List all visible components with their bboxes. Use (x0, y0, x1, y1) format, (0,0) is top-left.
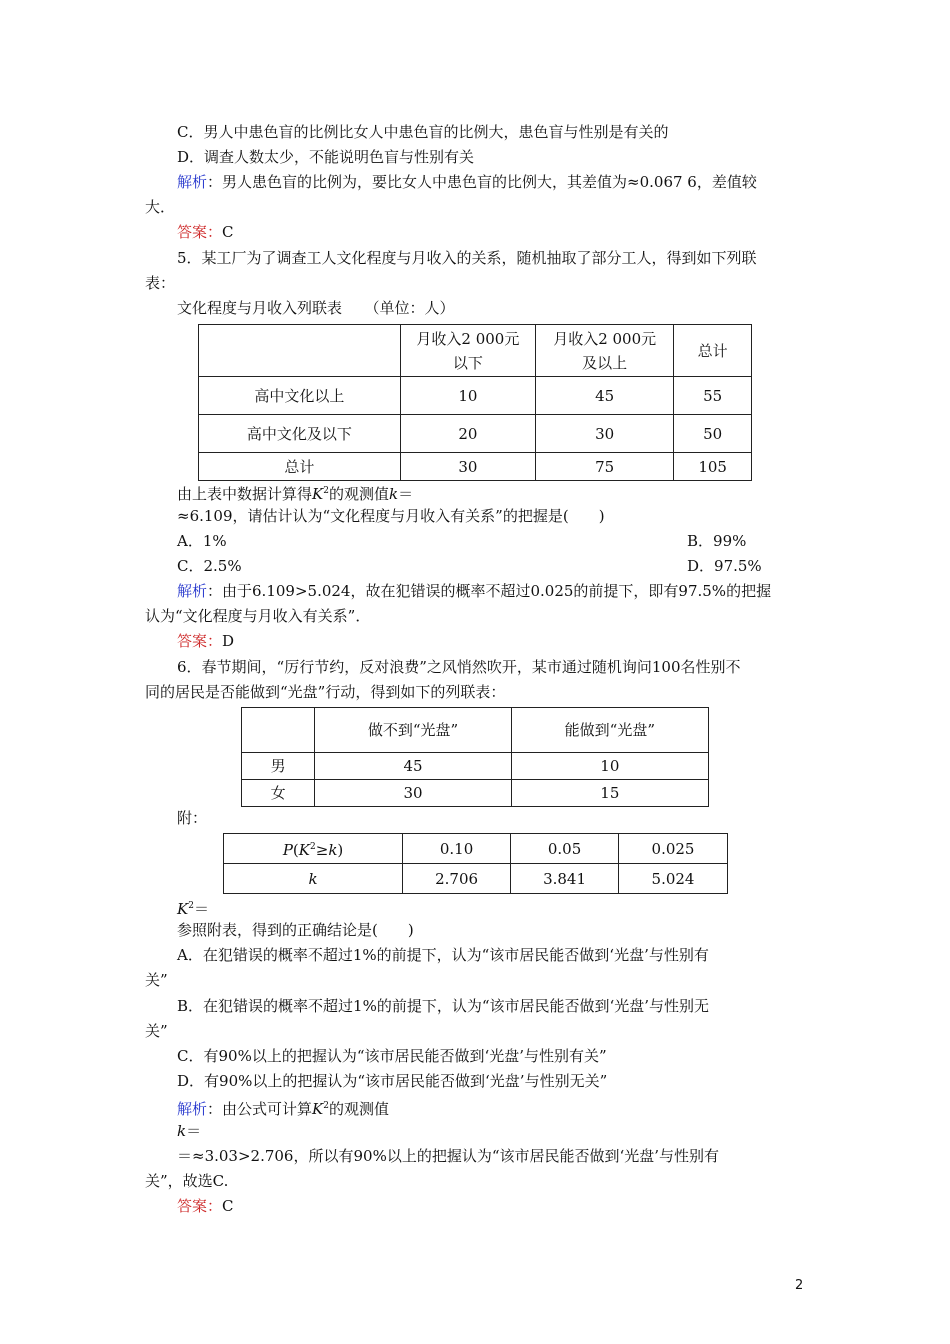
q5-analysis-line1 (177, 579, 842, 603)
q5-answer (177, 629, 842, 653)
answer-label: 答案： (177, 1197, 223, 1215)
q6-answer (177, 1194, 842, 1218)
table-cell: 75 (536, 453, 674, 481)
table-cell: 10 (400, 377, 535, 415)
answer-value: C (222, 223, 234, 241)
analysis-label: 解析 (177, 173, 208, 191)
answer-value: C (222, 1197, 234, 1215)
table-cell: 30 (400, 453, 535, 481)
q6-option-a-line1: A．在犯错误的概率不超过1%的前提下，认为“该市居民能否做到‘光盘’与性别有 (177, 946, 709, 964)
q5-stem-line2: 表： (145, 274, 176, 292)
q6-reference-table (223, 833, 728, 894)
analysis-label: 解析 (177, 1100, 208, 1118)
q6-formula: $K^2=$ (177, 900, 209, 918)
table-cell: 15 (511, 780, 708, 807)
table-cell: k (224, 864, 403, 894)
q6-option-c: C．有90%以上的把握认为“该市居民能否做到‘光盘’与性别有关” (177, 1047, 607, 1065)
table-cell: 50 (674, 415, 752, 453)
q6-stem-line1: 6．春节期间，“厉行节约，反对浪费”之风悄然吹开，某市通过随机询问100名性别不 (177, 658, 741, 676)
q4-analysis-line1 (177, 170, 842, 194)
q6-option-d: D．有90%以上的把握认为“该市居民能否做到‘光盘’与性别无关” (177, 1072, 608, 1090)
table-cell: 总计 (199, 453, 401, 481)
table-cell: 女 (242, 780, 315, 807)
table-corner-cell (242, 708, 315, 753)
table-cell: 2.706 (403, 864, 511, 894)
q5-options-cd (177, 554, 842, 578)
table-cell: 高中文化及以下 (199, 415, 401, 453)
q5-option-c: C．2.5% (177, 557, 242, 575)
table-header: 总计 (674, 325, 752, 377)
q5-calc-line2: ≈6.109，请估计认为“文化程度与月收入有关系”的把握是( ) (177, 507, 605, 525)
table-header: 月收入2 000元 以下 (400, 325, 535, 377)
q6-stem-line2: 同的居民是否能做到“光盘”行动，得到如下的列联表： (145, 683, 506, 701)
table-header: 做不到“光盘” (315, 708, 511, 753)
q5-calc-line1: 由上表中数据计算得$K^2$的观测值k＝ (177, 485, 414, 503)
q4-analysis-line2: 大． (145, 198, 176, 216)
table-cell: 55 (674, 377, 752, 415)
q6-analysis-line1: 解析：由公式可计算$K^2$的观测值 (177, 1100, 389, 1118)
table-header: 能做到“光盘” (511, 708, 708, 753)
q5-contingency-table (198, 324, 752, 481)
q6-appendix-label: 附： (177, 809, 208, 827)
table-cell: 30 (536, 415, 674, 453)
table-row (224, 864, 728, 894)
table-corner-cell (199, 325, 401, 377)
table-cell: 高中文化以上 (199, 377, 401, 415)
q6-option-b-line2: 关” (145, 1022, 168, 1040)
analysis-text: ：由于6.109>5.024，故在犯错误的概率不超过0.025的前提下，即有97.5%的把握 (207, 582, 772, 600)
q5-option-d: D．97.5% (687, 557, 762, 575)
answer-value: D (222, 632, 235, 650)
table-cell: 10 (511, 753, 708, 780)
answer-label: 答案： (177, 632, 223, 650)
table-cell: 20 (400, 415, 535, 453)
page-number: 2 (795, 1278, 804, 1293)
table-row (199, 377, 752, 415)
q5-table-title: 文化程度与月收入列联表 （单位：人） (177, 299, 455, 317)
table-cell: 45 (536, 377, 674, 415)
table-cell: 男 (242, 753, 315, 780)
table-cell: 105 (674, 453, 752, 481)
q5-options-ab (177, 529, 842, 553)
table-cell: 0.10 (403, 834, 511, 864)
table-cell: 0.025 (619, 834, 728, 864)
table-cell: 5.024 (619, 864, 728, 894)
analysis-label: 解析 (177, 582, 208, 600)
q5-option-a: A．1% (177, 532, 227, 550)
table-row (199, 453, 752, 481)
table-cell: 3.841 (511, 864, 619, 894)
q4-option-d: D．调查人数太少，不能说明色盲与性别有关 (177, 148, 475, 166)
table-cell: 45 (315, 753, 511, 780)
table-row (242, 753, 709, 780)
table-cell: 0.05 (511, 834, 619, 864)
q6-contingency-table (241, 707, 709, 807)
table-row (242, 780, 709, 807)
q4-answer (177, 220, 842, 244)
q6-analysis-line4: 关”，故选C. (145, 1172, 229, 1190)
q4-option-c: C．男人中患色盲的比例比女人中患色盲的比例大，患色盲与性别是有关的 (177, 123, 669, 141)
answer-label: 答案： (177, 223, 223, 241)
analysis-text: ：男人患色盲的比例为，要比女人中患色盲的比例大，其差值为≈0.067 6，差值较 (207, 173, 757, 191)
q6-stem-line3: 参照附表，得到的正确结论是( ) (177, 921, 414, 939)
table-cell: 30 (315, 780, 511, 807)
q6-option-a-line2: 关” (145, 971, 168, 989)
table-row (224, 834, 728, 864)
q5-analysis-line2: 认为“文化程度与月收入有关系”． (145, 607, 371, 625)
q6-analysis-line3: ＝≈3.03>2.706，所以有90%以上的把握认为“该市居民能否做到‘光盘’与性别有 (177, 1147, 720, 1165)
q5-option-b: B．99% (687, 532, 747, 550)
table-row (199, 415, 752, 453)
q6-option-b-line1: B．在犯错误的概率不超过1%的前提下，认为“该市居民能否做到‘光盘’与性别无 (177, 997, 710, 1015)
q6-analysis-line2: k＝ (177, 1122, 202, 1140)
table-header: 月收入2 000元 及以上 (536, 325, 674, 377)
q5-stem-line1: 5．某工厂为了调查工人文化程度与月收入的关系，随机抽取了部分工人，得到如下列联 (177, 249, 757, 267)
table-cell: $P(K^2\ge k)$ (224, 834, 403, 864)
